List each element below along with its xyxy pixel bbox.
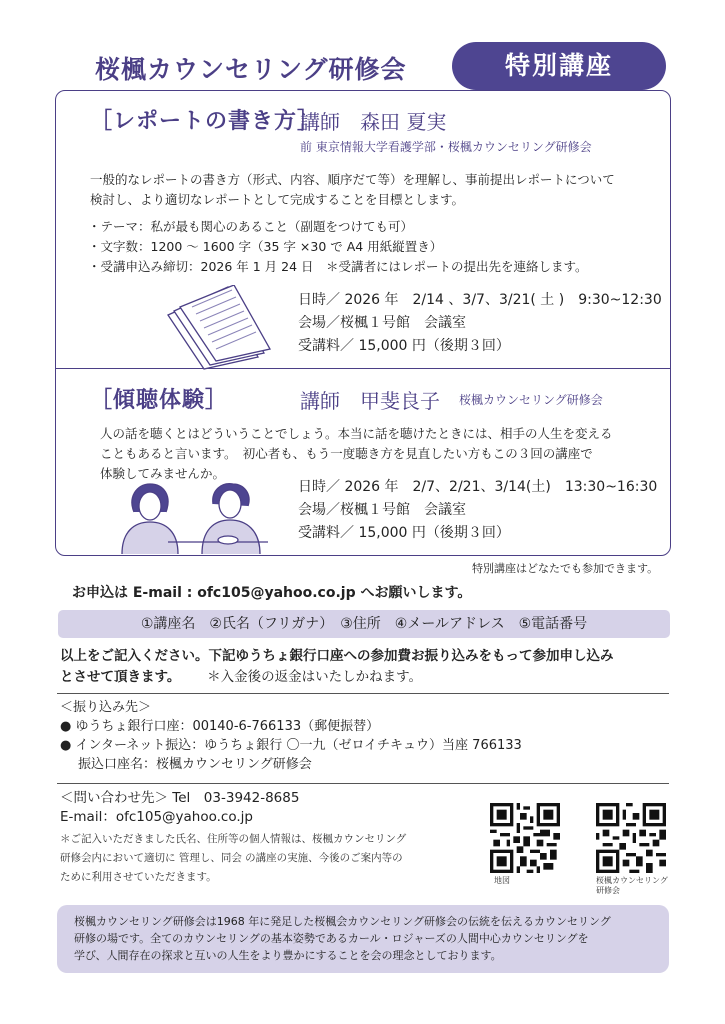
transfer-account-name: 振込口座名：桜楓カウンセリング研修会 xyxy=(78,757,312,772)
privacy-line: 研修会内において適切に 管理し、同会 の講座の実施、今後のご案内等の xyxy=(60,852,403,864)
course1-details xyxy=(298,289,662,358)
transfer-account: ● ゆうちょ銀行口座：00140-6-766133（郵便振替） xyxy=(60,719,380,734)
course2-description xyxy=(100,424,613,484)
course1-fee: 受講料／ 15,000 円（後期３回） xyxy=(298,338,510,354)
course1-bullets xyxy=(88,217,588,277)
course2-lecturer: 講師 甲斐良子 xyxy=(300,389,440,413)
privacy-line: ために利用させていただきます。 xyxy=(60,871,217,883)
org-qr-code[interactable] xyxy=(596,803,666,873)
footer-text xyxy=(74,913,611,964)
footer-line: 桜楓カウンセリング研修会は1968 年に発足した桜楓会カウンセリング研修会の伝統を伝えるカウンセリング xyxy=(74,915,611,928)
course2-venue: 会場／桜楓１号館 会議室 xyxy=(298,502,466,518)
course2-desc-line: 人の話を聴くとはどういうことでしょう。本当に話を聴けたときには、相手の人生を変える xyxy=(100,426,613,441)
application-note-line1: 以上をご記入ください。下記ゆうちょ銀行口座への参加費お振り込みをもって参加申し込み xyxy=(60,648,614,664)
contact-heading: ＜問い合わせ先＞ Tel 03-3942-8685 xyxy=(60,790,300,806)
listening-illustration xyxy=(118,478,278,554)
course1-affiliation: 前 東京情報大学看護学部・桜楓カウンセリング研修会 xyxy=(300,140,592,154)
divider-line xyxy=(57,693,669,694)
course2-desc-line: こともあると言います。 初心者も、もう一度聴き方を見直したい方もこの３回の講座で xyxy=(100,446,593,461)
course1-bullet-theme: ・テーマ：私が最も関心のあること（副題をつけても可） xyxy=(88,219,414,234)
transfer-internet: ● インターネット振込：ゆうちょ銀行 〇一九（ゼロイチキュウ）当座 766133 xyxy=(60,738,522,753)
contact-section xyxy=(60,789,299,827)
footer-line: 研修の場です。全てのカウンセリングの基本姿勢であるカール・ロジャーズの人間中心カウンセリングを xyxy=(74,932,589,945)
course-divider xyxy=(55,368,671,369)
open-to-all-note: 特別講座はどなたでも参加できます。 xyxy=(472,562,659,575)
org-qr-label-line2: 研修会 xyxy=(596,886,620,895)
privacy-note xyxy=(60,830,406,887)
course1-bullet-deadline: ・受講申込み締切：2026 年 1 月 24 日 ＊受講者にはレポートの提出先を連絡します。 xyxy=(88,259,588,274)
org-title: 桜楓カウンセリング研修会 xyxy=(95,55,407,84)
org-qr-label-line1: 桜楓カウンセリング xyxy=(596,876,668,885)
application-line: お申込は E-mail : ofc105@yahoo.co.jp へお願いします。 xyxy=(72,585,472,601)
course1-description xyxy=(90,170,615,210)
course2-details xyxy=(298,476,657,545)
refund-note: ＊入金後の返金はいたしかねます。 xyxy=(207,669,423,685)
privacy-line: ＊ご記入いただきました氏名、住所等の個人情報は、桜楓カウンセリング xyxy=(60,833,407,845)
course1-desc-line: 検討し、より適切なレポートとして完成することを目標とします。 xyxy=(90,192,465,207)
course1-bullet-length: ・文字数：1200 ～ 1600 字（35 字 ×30 で A4 用紙縦置き） xyxy=(88,239,443,254)
required-items-bar: ①講座名 ②氏名（フリガナ） ③住所 ④メールアドレス ⑤電話番号 xyxy=(58,610,670,638)
course2-fee: 受講料／ 15,000 円（後期３回） xyxy=(298,525,510,541)
course2-desc-line: 体験してみませんか。 xyxy=(100,466,226,481)
map-qr-label: 地図 xyxy=(494,876,510,885)
footer-line: 学び、人間存在の探求と互いの人生をより豊かにすることを会の理念としております。 xyxy=(74,949,502,962)
divider-line xyxy=(57,783,669,784)
course2-datetime: 日時／ 2026 年 2/7、2/21、3/14(土) 13:30~16:30 xyxy=(298,479,658,495)
course2-title: ［傾聴体験］ xyxy=(90,388,229,413)
course1-desc-line: 一般的なレポートの書き方（形式、内容、順序だて等）を理解し、事前提出レポートについて xyxy=(90,172,615,187)
special-course-badge: 特別講座 xyxy=(452,42,666,90)
transfer-section xyxy=(60,698,522,774)
application-note xyxy=(60,646,614,688)
course2-affiliation: 桜楓カウンセリング研修会 xyxy=(459,393,603,407)
org-qr-label xyxy=(596,876,668,896)
course1-title: ［レポートの書き方］ xyxy=(90,109,321,134)
course1-venue: 会場／桜楓１号館 会議室 xyxy=(298,315,466,331)
course1-datetime: 日時／ 2026 年 2/14 、3/7、3/21( 土 ) 9:30~12:30 xyxy=(298,292,662,308)
course1-lecturer: 講師 森田 夏実 xyxy=(300,110,447,134)
application-note-line2 xyxy=(60,667,614,688)
contact-email: E-mail：ofc105@yahoo.co.jp xyxy=(60,809,253,825)
transfer-heading: ＜振り込み先＞ xyxy=(60,700,152,715)
map-qr-code[interactable] xyxy=(490,803,560,873)
papers-illustration xyxy=(160,285,275,370)
application-note-line2-text: とさせて頂きます。 xyxy=(60,669,181,685)
